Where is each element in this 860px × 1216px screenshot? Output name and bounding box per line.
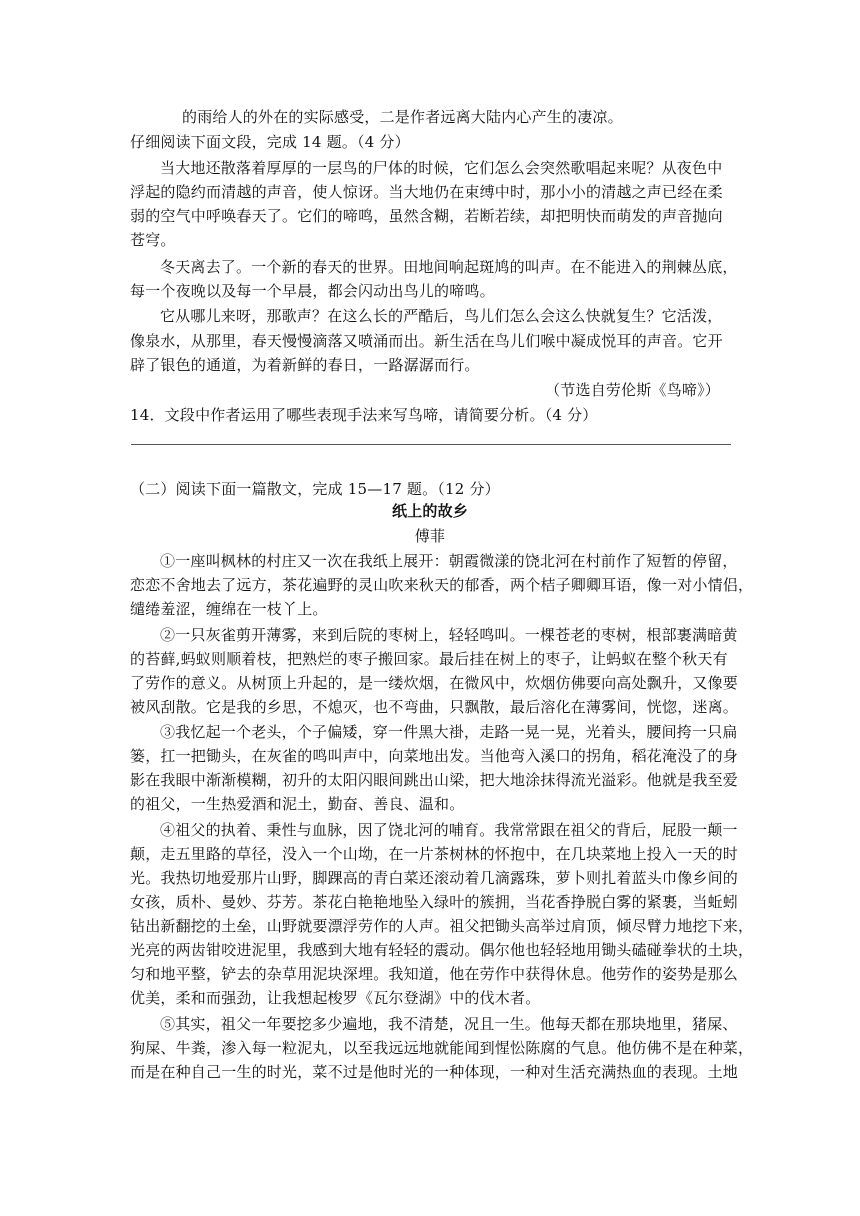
paragraph-line: 光亮的两齿钳咬进泥里，我感到大地有轻轻的震动。偶尔他也轻轻地用锄头磕碰拳状的土块， (130, 941, 754, 959)
paragraph-line: 缱绻羞涩，缠绵在一枝丫上。 (130, 600, 328, 618)
paragraph-line: 优美，柔和而强劲，让我想起梭罗《瓦尔登湖》中的伐木者。 (130, 989, 541, 1007)
passage-line: 像泉水，从那里，春天慢慢滴落又喷涌而出。新生活在鸟儿们喉中凝成悦耳的声音。它开 (130, 332, 723, 350)
paragraph-line: 匀和地平整，铲去的杂草用泥块深埋。我知道，他在劳作中获得休息。他劳作的姿势是那么 (130, 965, 739, 983)
paragraph-line: 被风刮散。它是我的乡思，不熄灭，也不弯曲，只飘散，最后溶化在薄雾间，恍惚，迷离。 (130, 698, 739, 716)
reading-instruction: 仔细阅读下面文段，完成 14 题。（4 分） (130, 133, 410, 151)
passage-line: 每一个夜晚以及每一个早晨，都会闪动出鸟儿的啼鸣。 (130, 282, 495, 300)
passage-line: 浮起的隐约而清越的声音，使人惊讶。当大地仍在束缚中时，那小小的清越之声已经在柔 (130, 183, 723, 201)
paragraph-line: ④祖父的执着、秉性与血脉，因了饶北河的哺育。我常常跟在祖父的背后，屁股一颠一 (160, 821, 738, 839)
paragraph-line: 颠，走五里路的草径，没入一个山坳，在一片茶树林的怀抱中，在几块菜地上投入一天的时 (130, 845, 739, 863)
essay-author: 傅菲 (414, 527, 446, 545)
paragraph-line: 恋恋不舍地去了远方，茶花遍野的灵山吹来秋天的郁香，两个桔子卿卿耳语，像一对小情侣， (130, 576, 754, 594)
paragraph-line: ②一只灰雀剪开薄雾，来到后院的枣树上，轻轻鸣叫。一棵苍老的枣树，根部裹满暗黄 (160, 626, 738, 644)
paragraph-line: 狗屎、牛粪，渗入每一粒泥丸，以至我远远地就能闻到惺忪陈腐的气息。他仿佛不是在种菜， (130, 1039, 754, 1057)
question-14: 14．文段中作者运用了哪些表现手法来写鸟啼，请简要分析。（4 分） (130, 406, 598, 424)
passage-source: （节选自劳伦斯《鸟啼》） (545, 381, 720, 399)
passage-line: 冬天离去了。一个新的春天的世界。田地间响起斑鸠的叫声。在不能进入的荆棘丛底， (160, 258, 738, 276)
passage-line: 当大地还散落着厚厚的一层鸟的尸体的时候，它们怎么会突然歌唱起来呢？从夜色中 (160, 159, 723, 177)
section-heading: （二）阅读下面一篇散文，完成 15—17 题。（12 分） (130, 480, 500, 498)
passage-line: 弱的空气中呼唤春天了。它们的啼鸣，虽然含糊，若断若续，却把明快而萌发的声音抛向 (130, 207, 723, 225)
paragraph-line: 篓，扛一把锄头，在灰雀的鸣叫声中，向菜地出发。当他弯入溪口的拐角，稻花淹没了的身 (130, 747, 739, 765)
paragraph-line: 光。我热切地爱那片山野，脚踝高的青白菜还滚动着几滴露珠，萝卜则扎着蓝头巾像乡间的 (130, 869, 739, 887)
essay-title: 纸上的故乡 (391, 502, 468, 520)
paragraph-line: 而是在种自己一生的时光，菜不过是他时光的一种体现，一种对生活充满热血的表现。土地 (130, 1063, 739, 1081)
paragraph-line: 女孩，质朴、曼妙、芬芳。茶花白艳艳地坠入绿叶的簇拥，当花香挣脱白雾的紧裹，当蚯蚓 (130, 893, 739, 911)
paragraph-line: ③我忆起一个老头，个子偏矮，穿一件黑大褂，走路一晃一晃，光着头，腰间挎一只扁 (160, 723, 738, 741)
paragraph-line: 影在我眼中渐渐模糊，初升的太阳闪眼间跳出山梁，把大地涂抹得流光溢彩。他就是我至爱 (130, 771, 739, 789)
paragraph-line: ⑤其实，祖父一年要挖多少遍地，我不清楚，况且一生。他每天都在那块地里，猪屎、 (160, 1015, 738, 1033)
section-divider (131, 444, 731, 445)
continued-answer-line: 的雨给人的外在的实际感受，二是作者远离大陆内心产生的凄凉。 (182, 108, 623, 126)
paragraph-line: ①一座叫枫林的村庄又一次在我纸上展开：朝霞微漾的饶北河在村前作了短暂的停留， (160, 552, 738, 570)
paragraph-line: 钻出新翻挖的土垒，山野就要漂浮劳作的人声。祖父把锄头高举过肩顶，倾尽臂力地挖下来， (130, 917, 754, 935)
passage-line: 苍穹。 (130, 231, 176, 249)
paragraph-line: 的祖父，一生热爱酒和泥土，勤奋、善良、温和。 (130, 795, 465, 813)
passage-line: 辟了银色的通道，为着新鲜的春日，一路潺潺而行。 (130, 356, 480, 374)
passage-line: 它从哪儿来呀，那歌声？在这么长的严酷后，鸟儿们怎么会这么快就复生？它活泼， (160, 307, 723, 325)
paragraph-line: 了劳作的意义。从树顶上升起的，是一缕炊烟，在微风中，炊烟仿佛要向高处飘升，又像要 (130, 674, 739, 692)
paragraph-line: 的苔藓,蚂蚁则顺着枝，把熟烂的枣子搬回家。最后挂在树上的枣子，让蚂蚁在整个秋天有 (130, 650, 728, 668)
